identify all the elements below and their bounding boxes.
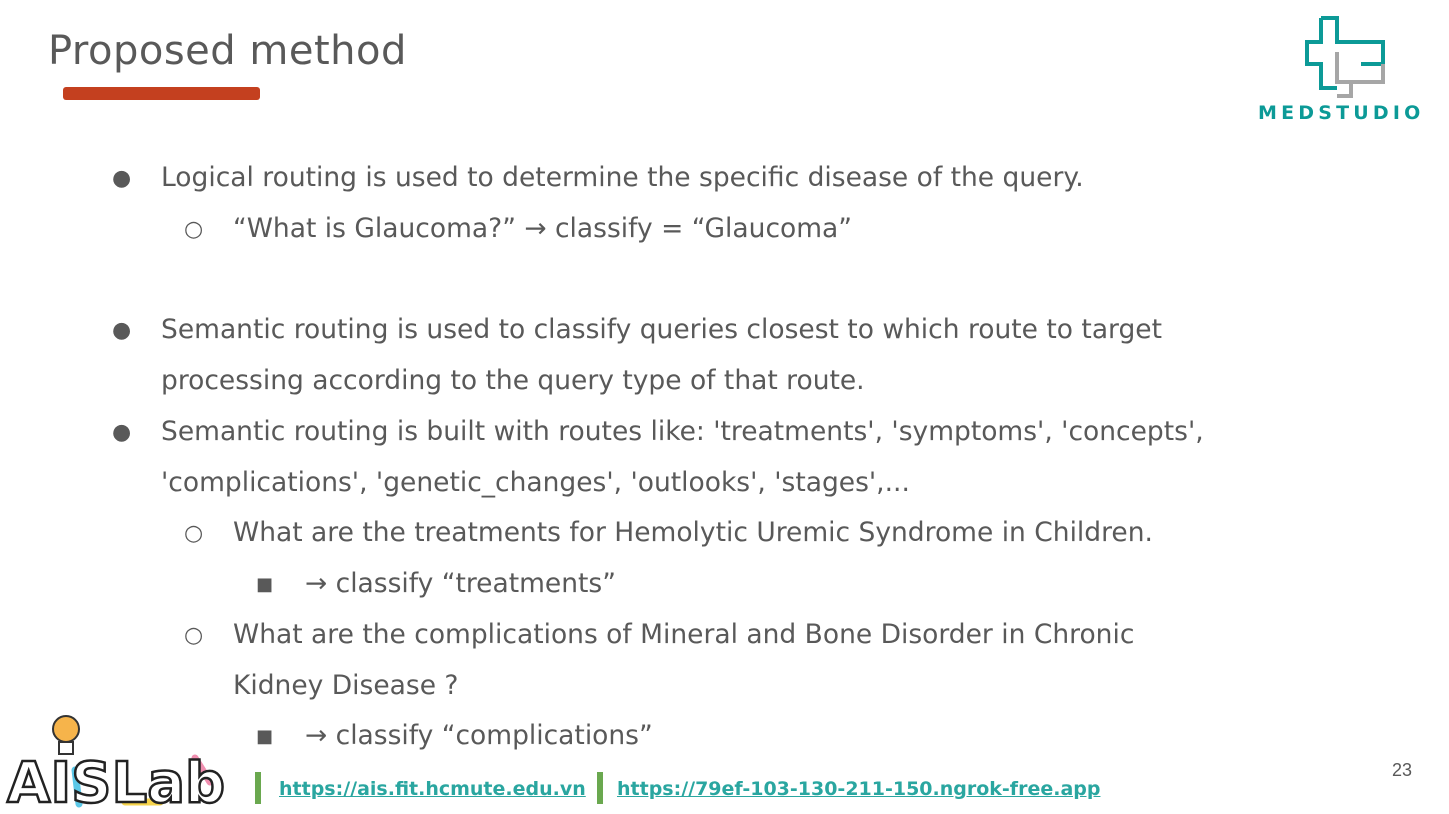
content-line: “What is Glaucoma?” → classify = “Glaucoma” (233, 213, 853, 244)
content-line: Semantic routing is used to classify queries closest to which route to target (161, 314, 1162, 345)
aislab-logo-text: AISLab (7, 751, 226, 812)
page-number: 23 (1392, 760, 1413, 780)
content-line: Logical routing is used to determine the specific disease of the query. (161, 162, 1084, 193)
bullet-icon: ○ (184, 217, 204, 242)
bullet-icon: ● (112, 166, 132, 191)
bullet-icon: ■ (256, 574, 274, 595)
content-line: → classify “complications” (305, 720, 653, 751)
content-line: What are the treatments for Hemolytic Uremic Syndrome in Children. (233, 517, 1153, 548)
bullet-icon: ● (112, 420, 132, 445)
aislab-logo-icon (5, 712, 240, 812)
content-line: Kidney Disease ? (233, 670, 459, 701)
content-line: → classify “treatments” (305, 568, 616, 599)
content-line: What are the complications of Mineral and Bone Disorder in Chronic (233, 619, 1135, 650)
slide-title: Proposed method (48, 28, 407, 74)
content-line: Semantic routing is built with routes like: 'treatments', 'symptoms', 'concepts', (161, 416, 1204, 447)
footer-divider (255, 772, 261, 804)
footer-link-ais[interactable]: https://ais.fit.hcmute.edu.vn (279, 778, 586, 800)
footer-divider (597, 772, 603, 804)
bullet-icon: ○ (184, 623, 204, 648)
bullet-icon: ● (112, 318, 132, 343)
content-line: processing according to the query type of that route. (161, 365, 865, 396)
bullet-icon: ○ (184, 521, 204, 546)
footer-link-ngrok[interactable]: https://79ef-103-130-211-150.ngrok-free.app (617, 778, 1101, 800)
bullet-icon: ■ (256, 726, 274, 747)
medstudio-logo-text: MEDSTUDIO (1258, 102, 1425, 124)
content-line: 'complications', 'genetic_changes', 'outlooks', 'stages',... (161, 467, 910, 498)
